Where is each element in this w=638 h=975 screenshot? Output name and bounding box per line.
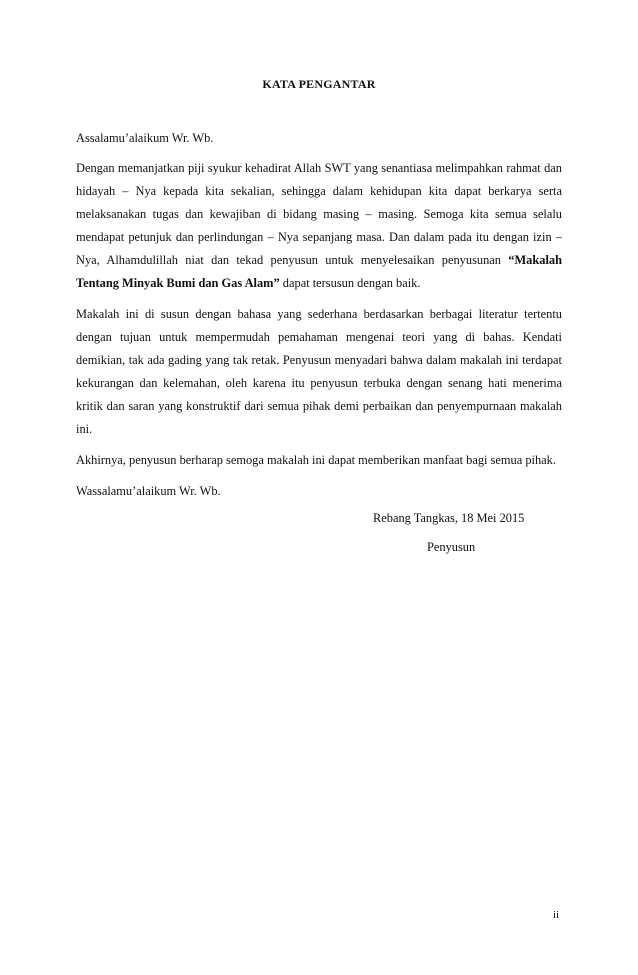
paragraph-purpose: Makalah ini di susun dengan bahasa yang sederhana berdasarkan berbagai literatur tertentu dengan tujuan untuk mempermudah pemahaman mengenai teori yang di bahas. Kendati demikian, tak ada gading yang tak retak. Penyusun menyadari bahwa dalam makalah ini terdapat kekurangan dan kelemahan, oleh karena itu penyusun terbuka dengan senang hati menerima kritik dan saran yang konstruktif dari semua pihak demi perbaikan dan penyempurnaan makalah ini. xyxy=(76,307,562,436)
paragraph-opening xyxy=(76,157,562,295)
closing-salutation: Wassalamu’alaikum Wr. Wb. xyxy=(76,484,221,498)
signature-place-date: Rebang Tangkas, 18 Mei 2015 xyxy=(373,511,525,525)
paragraph-opening-text: Dengan memanjatkan piji syukur kehadirat Allah SWT yang senantiasa melimpahkan rahmat dan hidayah – Nya kepada kita sekalian, sehingga dalam kehidupan kita dapat berkarya serta melaksanakan tugas dan kewajiban di bidang masing – masing. Semoga kita semua selalu mendapat petunjuk dan perlindungan – Nya sepanjang masa. Dan dalam pada itu dengan izin – Nya, Alhamdulillah niat dan tekad penyusun untuk menyelesaikan penyusunan xyxy=(76,161,562,267)
document-body xyxy=(76,127,562,509)
page-number: ii xyxy=(553,909,560,921)
paragraph-opening-ending: dapat tersusun dengan baik. xyxy=(279,276,421,290)
paragraph-hope: Akhirnya, penyusun berharap semoga makalah ini dapat memberikan manfaat bagi semua pihak. xyxy=(76,453,556,467)
page-title: KATA PENGANTAR xyxy=(262,77,376,91)
greeting: Assalamu’alaikum Wr. Wb. xyxy=(76,131,214,145)
paper-title-reference: “Makalah Tentang Minyak Bumi dan Gas Alam” xyxy=(76,253,562,290)
signature-author: Penyusun xyxy=(427,540,476,554)
